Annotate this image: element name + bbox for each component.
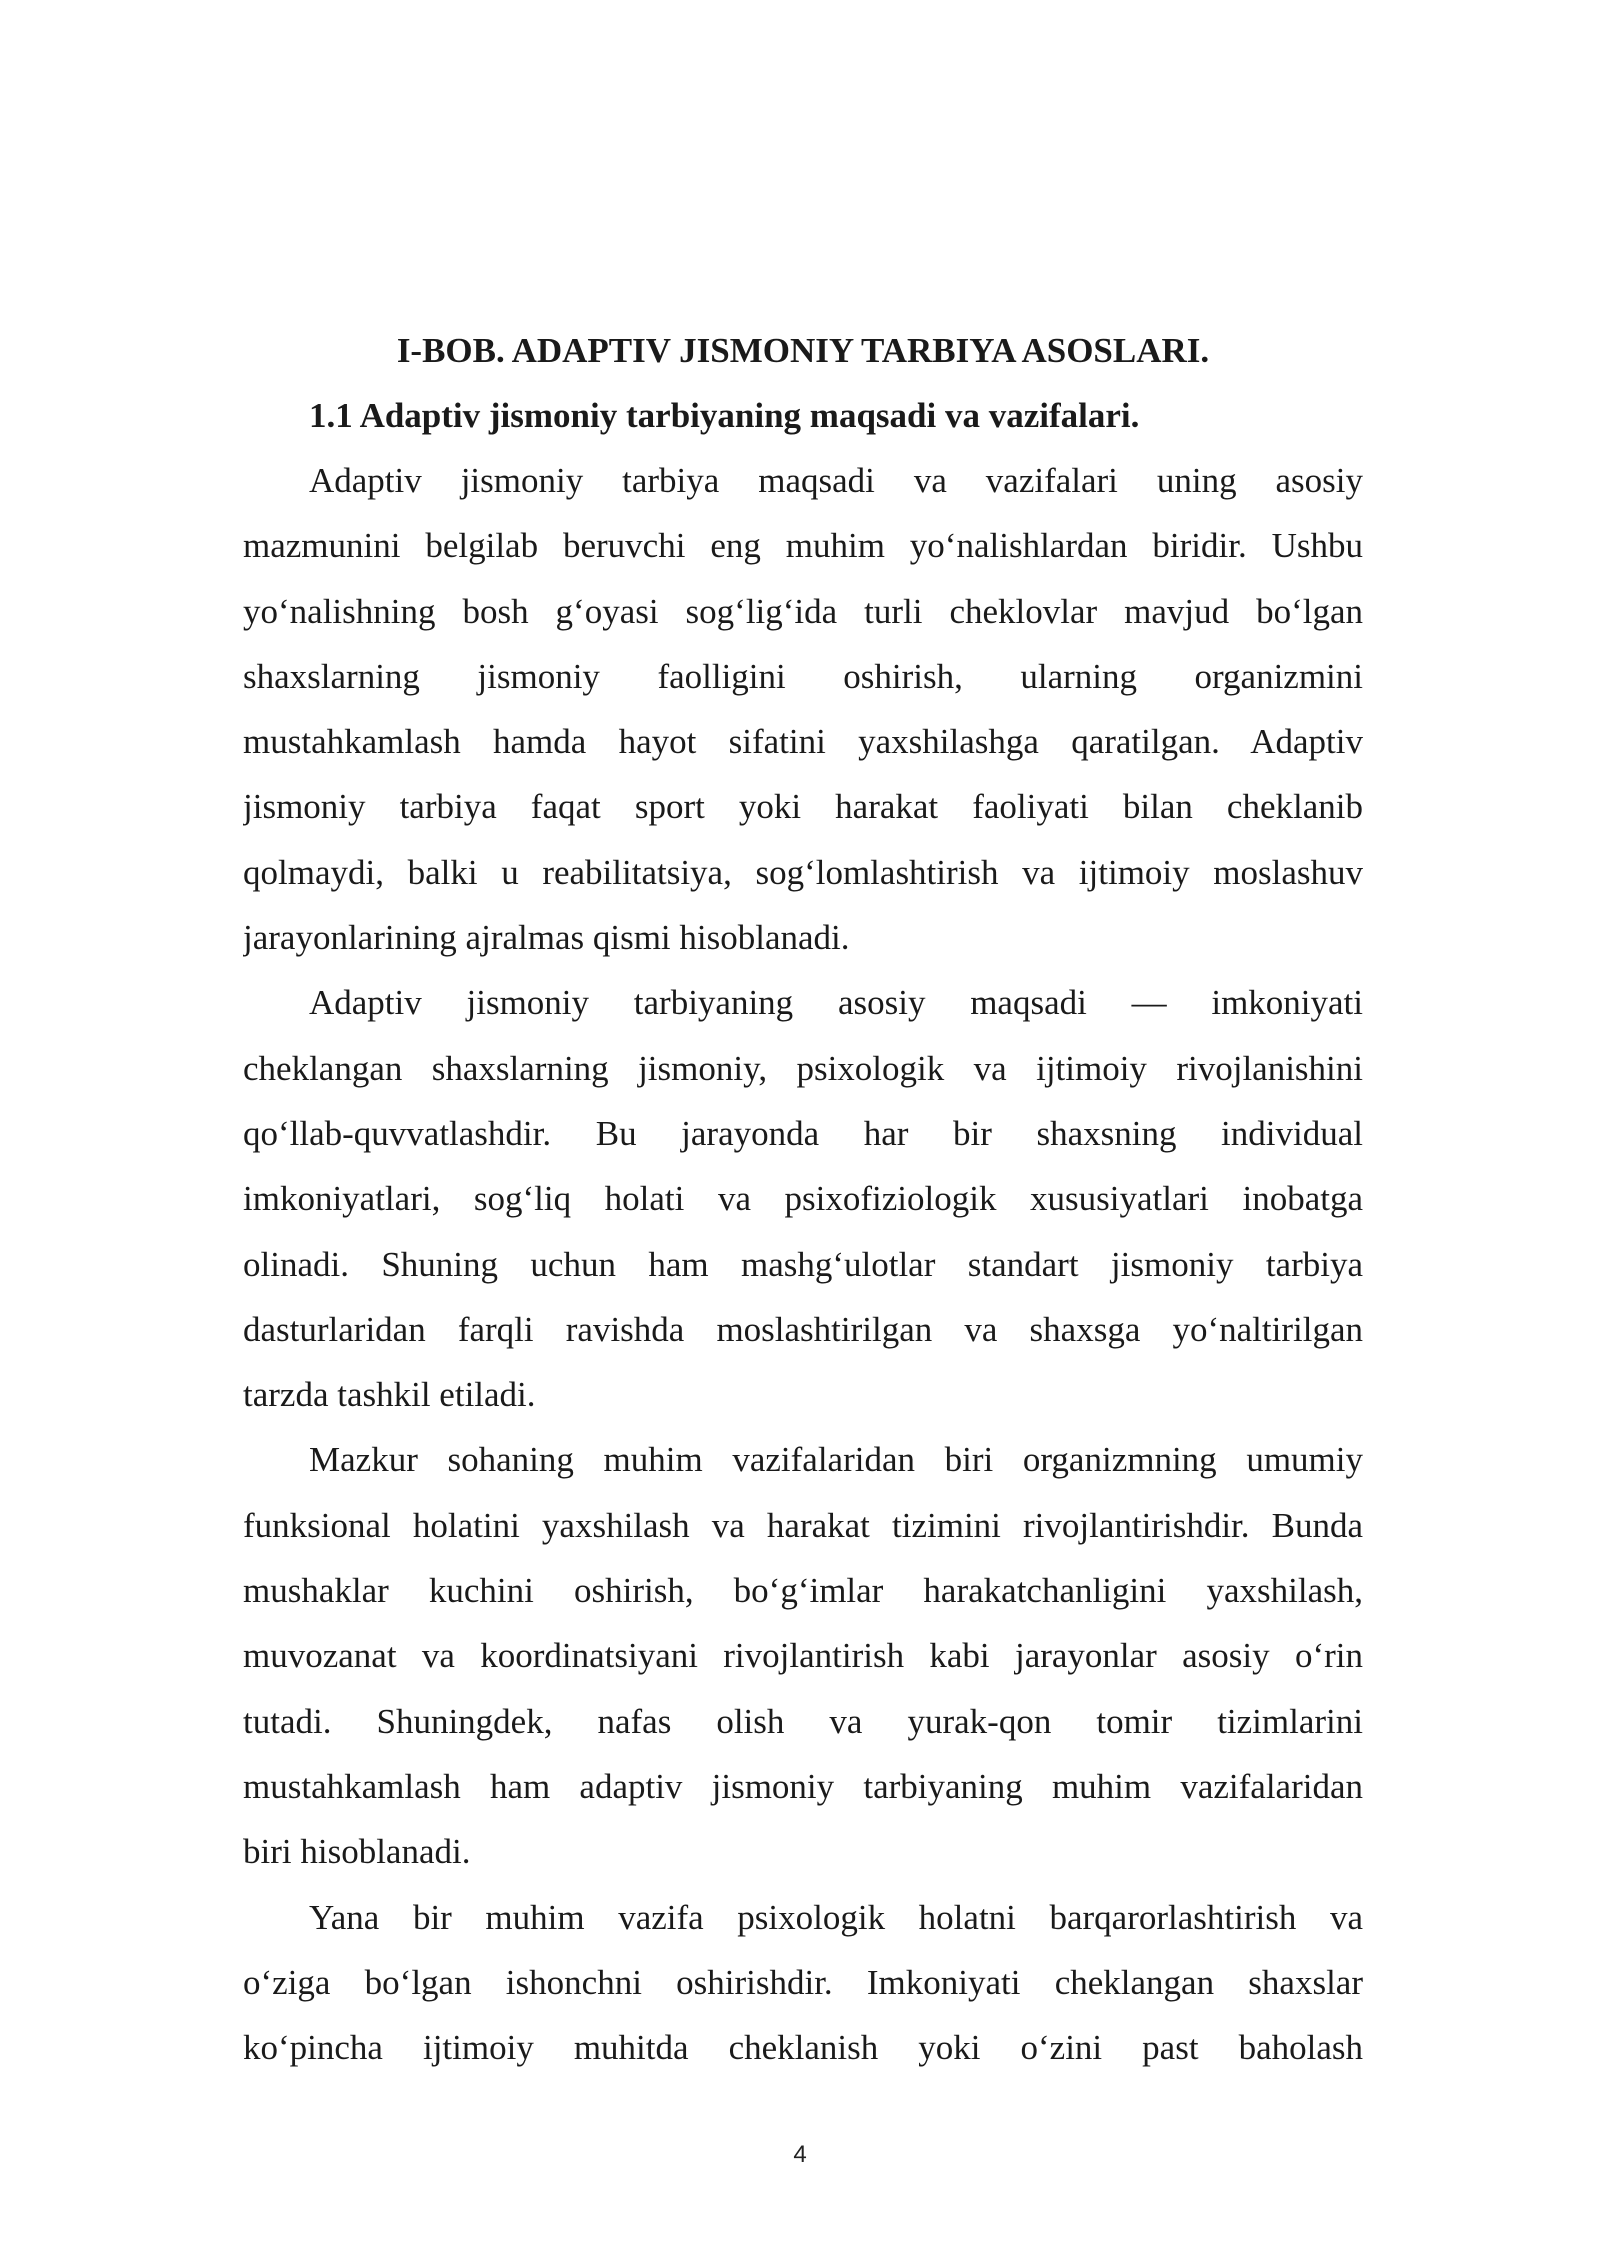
text-line: jismoniy tarbiya faqat sport yoki harakat faoliyati bilan cheklanib bbox=[243, 787, 1363, 827]
text-line: biri hisoblanadi. bbox=[243, 1832, 471, 1872]
text-line: olinadi. Shuning uchun ham mashg‘ulotlar standart jismoniy tarbiya bbox=[243, 1244, 1363, 1284]
text-line: muvozanat va koordinatsiyani rivojlantirish kabi jarayonlar asosiy o‘rin bbox=[243, 1636, 1363, 1676]
text-line: shaxslarning jismoniy faolligini oshirish, ularning organizmini bbox=[243, 656, 1363, 696]
text-line: Adaptiv jismoniy tarbiyaning asosiy maqsadi — imkoniyati bbox=[309, 983, 1363, 1023]
text-line: qolmaydi, balki u reabilitatsiya, sog‘lomlashtirish va ijtimoiy moslashuv bbox=[243, 852, 1363, 892]
text-line: imkoniyatlari, sog‘liq holati va psixofiziologik xususiyatlari inobatga bbox=[243, 1179, 1363, 1219]
text-line: yo‘nalishning bosh g‘oyasi sog‘lig‘ida turli cheklovlar mavjud bo‘lgan bbox=[243, 591, 1363, 631]
body-paragraph bbox=[243, 448, 1363, 970]
page-body bbox=[243, 318, 1363, 2080]
text-line: funksional holatini yaxshilash va harakat tizimini rivojlantirishdir. Bunda bbox=[243, 1505, 1363, 1545]
text-line: Adaptiv jismoniy tarbiya maqsadi va vazifalari uning asosiy bbox=[309, 461, 1363, 500]
text-line: qo‘llab-quvvatlashdir. Bu jarayonda har bir shaxsning individual bbox=[243, 1113, 1363, 1153]
text-line: mazmunini belgilab beruvchi eng muhim yo‘nalishlardan biridir. Ushbu bbox=[243, 526, 1363, 566]
page-number: 4 bbox=[793, 2141, 807, 2168]
text-line: jarayonlarining ajralmas qismi hisoblanadi. bbox=[243, 918, 850, 958]
text-line: mustahkamlash ham adaptiv jismoniy tarbiyaning muhim vazifalaridan bbox=[243, 1766, 1363, 1806]
body-paragraph bbox=[243, 1427, 1363, 1884]
text-line: Mazkur sohaning muhim vazifalaridan biri organizmning umumiy bbox=[309, 1440, 1363, 1480]
text-line: ko‘pincha ijtimoiy muhitda cheklanish yoki o‘zini past baholash bbox=[243, 2028, 1363, 2068]
chapter-title: I-BOB. ADAPTIV JISMONIY TARBIYA ASOSLARI. bbox=[396, 331, 1210, 370]
body-paragraph bbox=[243, 1885, 1363, 2081]
text-line: tarzda tashkil etiladi. bbox=[243, 1375, 536, 1415]
text-line: tutadi. Shuningdek, nafas olish va yurak-qon tomir tizimlarini bbox=[243, 1701, 1363, 1741]
text-line: Yana bir muhim vazifa psixologik holatni barqarorlashtirish va bbox=[309, 1897, 1363, 1937]
text-line: cheklangan shaxslarning jismoniy, psixologik va ijtimoiy rivojlanishini bbox=[243, 1048, 1363, 1088]
body-paragraph bbox=[243, 970, 1363, 1427]
text-line: dasturlaridan farqli ravishda moslashtirilgan va shaxsga yo‘naltirilgan bbox=[243, 1309, 1363, 1349]
text-line: mustahkamlash hamda hayot sifatini yaxshilashga qaratilgan. Adaptiv bbox=[243, 722, 1363, 762]
text-line: mushaklar kuchini oshirish, bo‘g‘imlar harakatchanligini yaxshilash, bbox=[243, 1571, 1363, 1611]
section-title: 1.1 Adaptiv jismoniy tarbiyaning maqsadi va vazifalari. bbox=[309, 396, 1140, 435]
text-line: o‘ziga bo‘lgan ishonchni oshirishdir. Imkoniyati cheklangan shaxslar bbox=[243, 1962, 1363, 2002]
paragraph-list bbox=[243, 448, 1363, 2080]
